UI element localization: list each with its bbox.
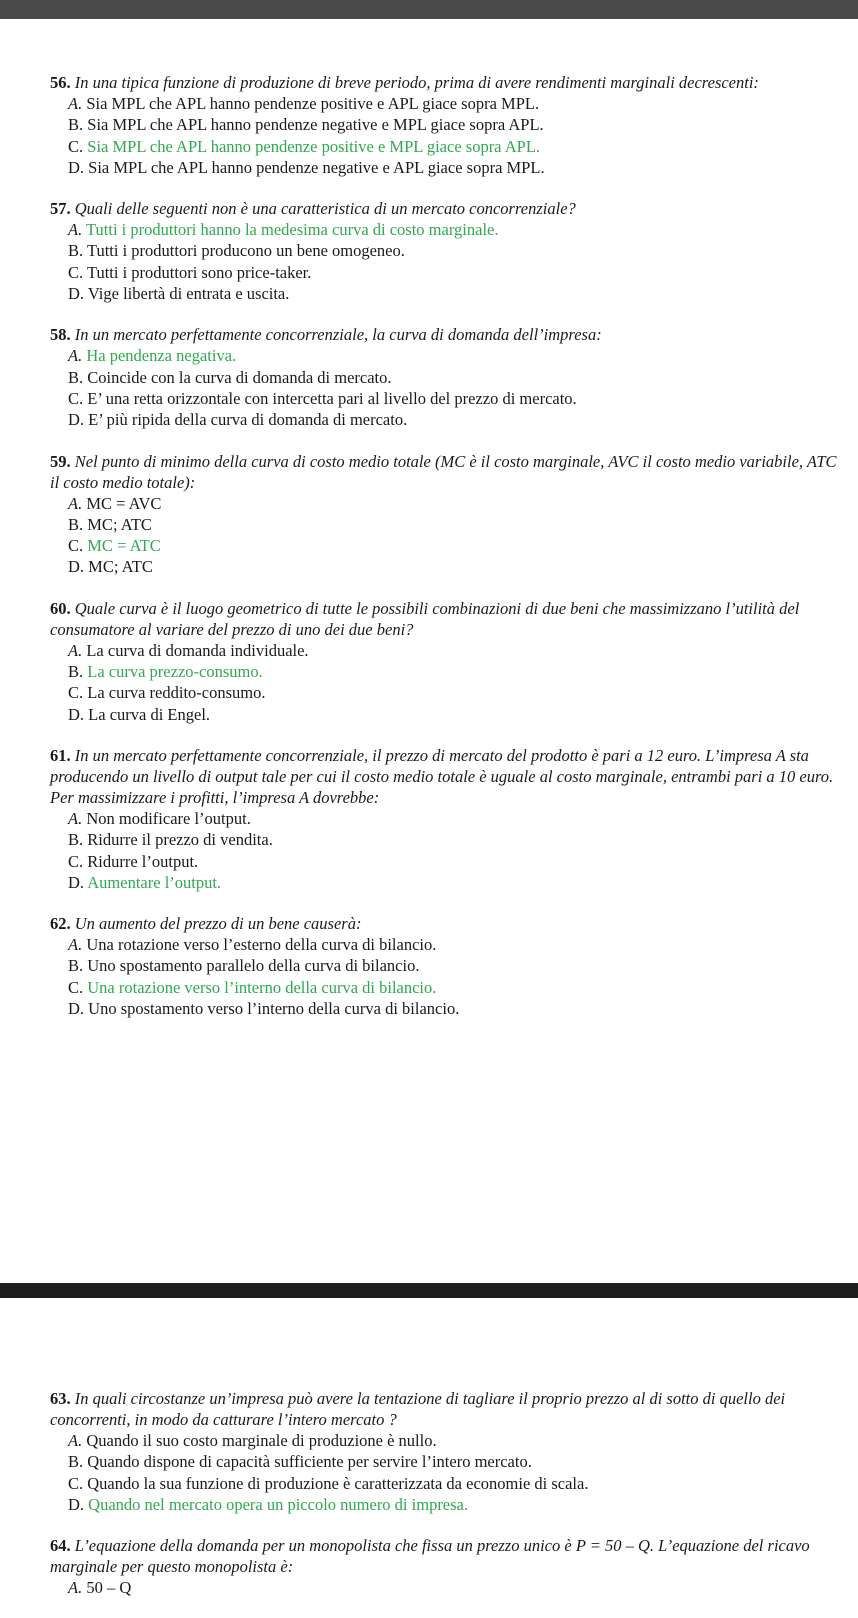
option-letter: C. (68, 851, 84, 871)
question-prompt: In una tipica funzione di produzione di breve periodo, prima di avere rendimenti marginali decrescenti: (74, 73, 759, 92)
option-letter: C. (68, 136, 84, 156)
answer-option (68, 829, 858, 850)
question-57 (0, 198, 858, 304)
option-text: Quando la sua funzione di produzione è caratterizzata da economie di scala. (87, 1473, 589, 1493)
answer-option (68, 388, 858, 409)
option-letter: B. (68, 956, 84, 976)
question-number: 59. (50, 451, 71, 471)
option-text: Uno spostamento verso l’interno della curva di bilancio. (88, 999, 460, 1019)
option-text: La curva reddito-consumo. (87, 683, 266, 703)
option-letter: D. (68, 284, 85, 304)
option-letter: D. (68, 704, 85, 724)
answer-option (68, 514, 858, 535)
answer-option (68, 345, 858, 366)
option-letter: D. (68, 157, 85, 177)
option-letter: B. (68, 115, 84, 135)
option-text: La curva di domanda individuale. (86, 640, 309, 660)
option-letter: C. (68, 683, 84, 703)
option-letter: A. (68, 1431, 83, 1450)
correct-answer-text: MC = ATC (87, 536, 161, 556)
answer-option (68, 1451, 858, 1472)
option-letter: C. (68, 388, 84, 408)
answer-option (68, 808, 858, 829)
question-text (50, 598, 838, 640)
question-number: 64. (50, 1536, 71, 1556)
answer-option (68, 661, 858, 682)
correct-answer-text: Sia MPL che APL hanno pendenze positive e MPL giace sopra APL. (87, 136, 541, 156)
question-text (50, 1388, 838, 1430)
option-text: Ridurre il prezzo di vendita. (87, 830, 273, 850)
answer-option (68, 93, 858, 114)
option-letter: A. (68, 220, 83, 240)
option-letter: B. (68, 662, 84, 682)
question-number: 61. (50, 745, 71, 765)
correct-answer-text: Aumentare l’output. (87, 872, 222, 892)
option-letter: A. (68, 808, 83, 828)
option-text: MC = AVC (86, 493, 162, 513)
question-59 (0, 451, 858, 578)
option-letter: A. (68, 935, 83, 955)
question-text (50, 745, 838, 808)
answer-option (68, 493, 858, 514)
answer-option (68, 704, 858, 725)
option-letter: A. (68, 346, 83, 366)
option-letter: B. (68, 367, 84, 387)
option-letter: D. (68, 1494, 85, 1514)
question-prompt: In quali circostanze un’impresa può avere la tentazione di tagliare il proprio prezzo al di sotto di quello dei concorrenti, in modo da catturare l’intero mercato ? (50, 1389, 786, 1429)
option-text: Uno spostamento parallelo della curva di bilancio. (87, 956, 420, 976)
question-56 (0, 72, 858, 178)
answer-option (68, 682, 858, 703)
option-letter: A. (68, 94, 83, 113)
option-text: E’ una retta orizzontale con intercetta pari al livello del prezzo di mercato. (87, 388, 577, 408)
question-text (50, 198, 838, 219)
option-text: Ridurre l’output. (87, 851, 199, 871)
question-text (50, 451, 838, 493)
answer-option (68, 262, 858, 283)
answer-option (68, 1577, 858, 1598)
option-letter: D. (68, 999, 85, 1019)
question-62 (0, 913, 858, 1019)
question-number: 56. (50, 73, 71, 92)
correct-answer-text: Tutti i produttori hanno la medesima curva di costo marginale. (86, 220, 499, 240)
document-page-2 (0, 1388, 858, 1618)
question-number: 62. (50, 914, 71, 934)
document-page-1 (0, 72, 858, 1039)
option-text: Tutti i produttori producono un bene omogeneo. (86, 241, 405, 261)
question-prompt: L’equazione della domanda per un monopolista che fissa un prezzo unico è P = 50 – Q. L’equazione del ricavo marginale per questo monopolista è: (50, 1536, 810, 1577)
top-bar (0, 0, 858, 19)
option-text: Quando il suo costo marginale di produzione è nullo. (86, 1431, 437, 1450)
answer-option (68, 851, 858, 872)
question-text (50, 72, 838, 93)
option-letter: D. (68, 410, 85, 430)
answer-option (68, 136, 858, 157)
question-text (50, 1535, 838, 1577)
question-number: 57. (50, 199, 71, 219)
option-text: Non modificare l’output. (86, 808, 251, 828)
option-text: Quando dispone di capacità sufficiente per servire l’intero mercato. (87, 1452, 532, 1472)
answer-option (68, 240, 858, 261)
answer-option (68, 872, 858, 893)
option-text: La curva di Engel. (88, 704, 211, 724)
option-letter: D. (68, 557, 85, 577)
option-letter: B. (68, 830, 84, 850)
question-text (50, 913, 838, 934)
option-text: Sia MPL che APL hanno pendenze positive e APL giace sopra MPL. (86, 94, 540, 113)
option-letter: A. (68, 1578, 83, 1598)
question-prompt: Un aumento del prezzo di un bene causerà: (74, 914, 362, 934)
answer-option (68, 283, 858, 304)
answer-option (68, 157, 858, 178)
answer-option (68, 1494, 858, 1515)
option-text: E’ più ripida della curva di domanda di mercato. (88, 410, 408, 430)
option-letter: C. (68, 536, 84, 556)
question-prompt: In un mercato perfettamente concorrenziale, la curva di domanda dell’impresa: (74, 325, 602, 345)
question-63 (0, 1388, 858, 1515)
correct-answer-text: Ha pendenza negativa. (86, 346, 237, 366)
answer-option (68, 114, 858, 135)
answer-option (68, 367, 858, 388)
question-prompt: Quale curva è il luogo geometrico di tutte le possibili combinazioni di due beni che massimizzano l’utilità del consumatore al variare del prezzo di uno dei due beni? (50, 598, 800, 639)
option-letter: C. (68, 1473, 84, 1493)
answer-option (68, 556, 858, 577)
option-text: Vige libertà di entrata e uscita. (87, 284, 290, 304)
option-text: 50 – Q (86, 1578, 132, 1598)
question-60 (0, 598, 858, 725)
option-letter: B. (68, 1452, 84, 1472)
question-prompt: Nel punto di minimo della curva di costo medio totale (MC è il costo marginale, AVC il costo medio variabile, ATC il costo medio totale): (50, 451, 837, 492)
answer-option (68, 955, 858, 976)
option-text: MC; ATC (87, 514, 152, 534)
correct-answer-text: La curva prezzo-consumo. (87, 662, 263, 682)
option-letter: A. (68, 640, 83, 660)
option-text: Tutti i produttori sono price-taker. (86, 262, 312, 282)
option-text: Sia MPL che APL hanno pendenze negative e MPL giace sopra APL. (87, 115, 544, 135)
answer-option (68, 1430, 858, 1451)
option-text: Coincide con la curva di domanda di mercato. (87, 367, 392, 387)
answer-option (68, 1473, 858, 1494)
option-text: Una rotazione verso l’esterno della curva di bilancio. (86, 935, 437, 955)
page-divider (0, 1283, 858, 1298)
answer-option (68, 219, 858, 240)
answer-option (68, 934, 858, 955)
question-prompt: In un mercato perfettamente concorrenziale, il prezzo di mercato del prodotto è pari a 12 euro. L’impresa A sta producendo un livello di output tale per cui il costo medio totale è uguale al costo marginale, entrambi pari a 10 euro. Per massimizzare i profitti, l’impresa A dovrebbe: (50, 745, 834, 807)
option-letter: D. (68, 872, 85, 892)
option-letter: C. (68, 977, 84, 997)
answer-option (68, 998, 858, 1019)
option-letter: C. (68, 262, 84, 282)
answer-option (68, 640, 858, 661)
question-prompt: Quali delle seguenti non è una caratteristica di un mercato concorrenziale? (74, 199, 576, 219)
question-61 (0, 745, 858, 893)
question-number: 60. (50, 598, 71, 618)
option-letter: A. (68, 493, 83, 513)
question-58 (0, 324, 858, 430)
question-text (50, 324, 838, 345)
option-text: Sia MPL che APL hanno pendenze negative e APL giace sopra MPL. (88, 157, 545, 177)
answer-option (68, 977, 858, 998)
option-letter: B. (68, 514, 84, 534)
option-letter: B. (68, 241, 84, 261)
answer-option (68, 535, 858, 556)
correct-answer-text: Quando nel mercato opera un piccolo numero di impresa. (88, 1494, 469, 1514)
question-number: 58. (50, 325, 71, 345)
question-64 (0, 1535, 858, 1598)
correct-answer-text: Una rotazione verso l’interno della curva di bilancio. (87, 977, 437, 997)
option-text: MC; ATC (88, 557, 153, 577)
question-number: 63. (50, 1389, 71, 1408)
answer-option (68, 409, 858, 430)
